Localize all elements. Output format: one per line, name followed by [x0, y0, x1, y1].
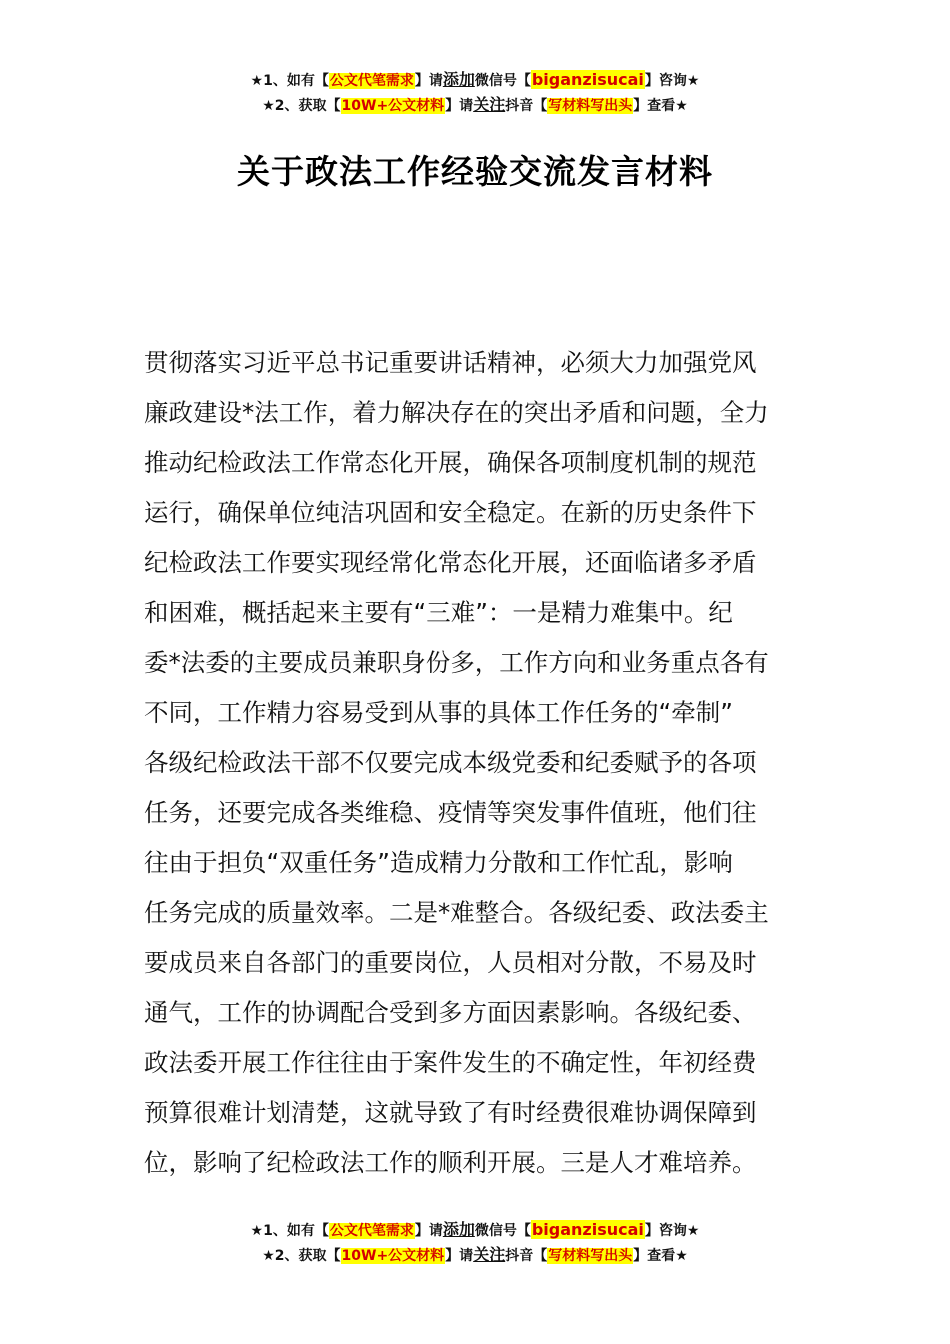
body-line: 任务完成的质量效率。二是*难整合。各级纪委、政法委主 [144, 898, 769, 927]
body-line: 运行，确保单位纯洁巩固和安全稳定。在新的历史条件下 [144, 498, 757, 527]
banner-text: 】请 [445, 1248, 474, 1264]
highlight-douyin-account: 写材料写出头 [548, 1248, 633, 1264]
banner-text: 抖音【 [505, 98, 548, 114]
body-line: 政法委开展工作往往由于案件发生的不确定性，年初经费 [144, 1048, 757, 1077]
header-banner-line-1 [0, 68, 950, 93]
document-body [144, 338, 808, 1188]
underline-add: 添加 [442, 70, 475, 89]
highlight-service: 公文代笔需求 [329, 73, 414, 89]
body-line: 预算很难计划清楚，这就导致了有时经费很难协调保障到 [144, 1098, 757, 1127]
highlight-douyin-account: 写材料写出头 [548, 98, 633, 114]
body-line: 往由于担负“双重任务”造成精力分散和工作忙乱，影响 [144, 848, 733, 877]
body-line: 推动纪检政法工作常态化开展，确保各项制度机制的规范 [144, 448, 757, 477]
header-banner-line-2 [0, 93, 950, 118]
banner-text: 】请 [414, 1223, 443, 1239]
body-line: 贯彻落实习近平总书记重要讲话精神，必须大力加强党风 [144, 348, 757, 377]
body-line: 和困难，概括起来主要有“三难”：一是精力难集中。纪 [144, 598, 733, 627]
banner-text: 】请 [414, 73, 443, 89]
highlight-materials: 10W+公文材料 [341, 1248, 445, 1264]
banner-text: 抖音【 [505, 1248, 548, 1264]
underline-follow: 关注 [473, 1245, 506, 1264]
highlight-service: 公文代笔需求 [329, 1223, 414, 1239]
document-title: 关于政法工作经验交流发言材料 [237, 152, 713, 191]
body-line: 纪检政法工作要实现经常化常态化开展，还面临诸多矛盾 [144, 548, 757, 577]
body-line: 位，影响了纪检政法工作的顺利开展。三是人才难培养。 [144, 1148, 757, 1177]
highlight-wechat-id: biganzisucai [531, 1220, 644, 1239]
footer-banner [0, 1218, 950, 1268]
banner-text: ★1、如有【 [250, 73, 329, 89]
banner-text: ★1、如有【 [250, 1223, 329, 1239]
body-line: 任务，还要完成各类维稳、疫情等突发事件值班，他们往 [144, 798, 757, 827]
banner-text: ★2、获取【 [262, 1248, 341, 1264]
banner-text: 】请 [445, 98, 474, 114]
body-line: 不同，工作精力容易受到从事的具体工作任务的“牵制” [144, 698, 733, 727]
footer-banner-line-2 [0, 1243, 950, 1268]
highlight-materials: 10W+公文材料 [341, 98, 445, 114]
body-line: 通气，工作的协调配合受到多方面因素影响。各级纪委、 [144, 998, 757, 1027]
banner-text: 微信号【 [474, 73, 531, 89]
body-line: 各级纪检政法干部不仅要完成本级党委和纪委赋予的各项 [144, 748, 757, 777]
footer-banner-line-1 [0, 1218, 950, 1243]
banner-text: 】查看★ [633, 1248, 688, 1264]
body-line: 廉政建设*法工作，着力解决存在的突出矛盾和问题，全力 [144, 398, 769, 427]
banner-text: 】咨询★ [644, 1223, 700, 1239]
body-line: 委*法委的主要成员兼职身份多，工作方向和业务重点各有 [144, 648, 769, 677]
underline-add: 添加 [442, 1220, 475, 1239]
header-banner [0, 68, 950, 118]
underline-follow: 关注 [473, 95, 506, 114]
banner-text: 】咨询★ [644, 73, 700, 89]
body-line: 要成员来自各部门的重要岗位，人员相对分散，不易及时 [144, 948, 757, 977]
banner-text: 】查看★ [633, 98, 688, 114]
highlight-wechat-id: biganzisucai [531, 70, 644, 89]
banner-text: ★2、获取【 [262, 98, 341, 114]
banner-text: 微信号【 [474, 1223, 531, 1239]
